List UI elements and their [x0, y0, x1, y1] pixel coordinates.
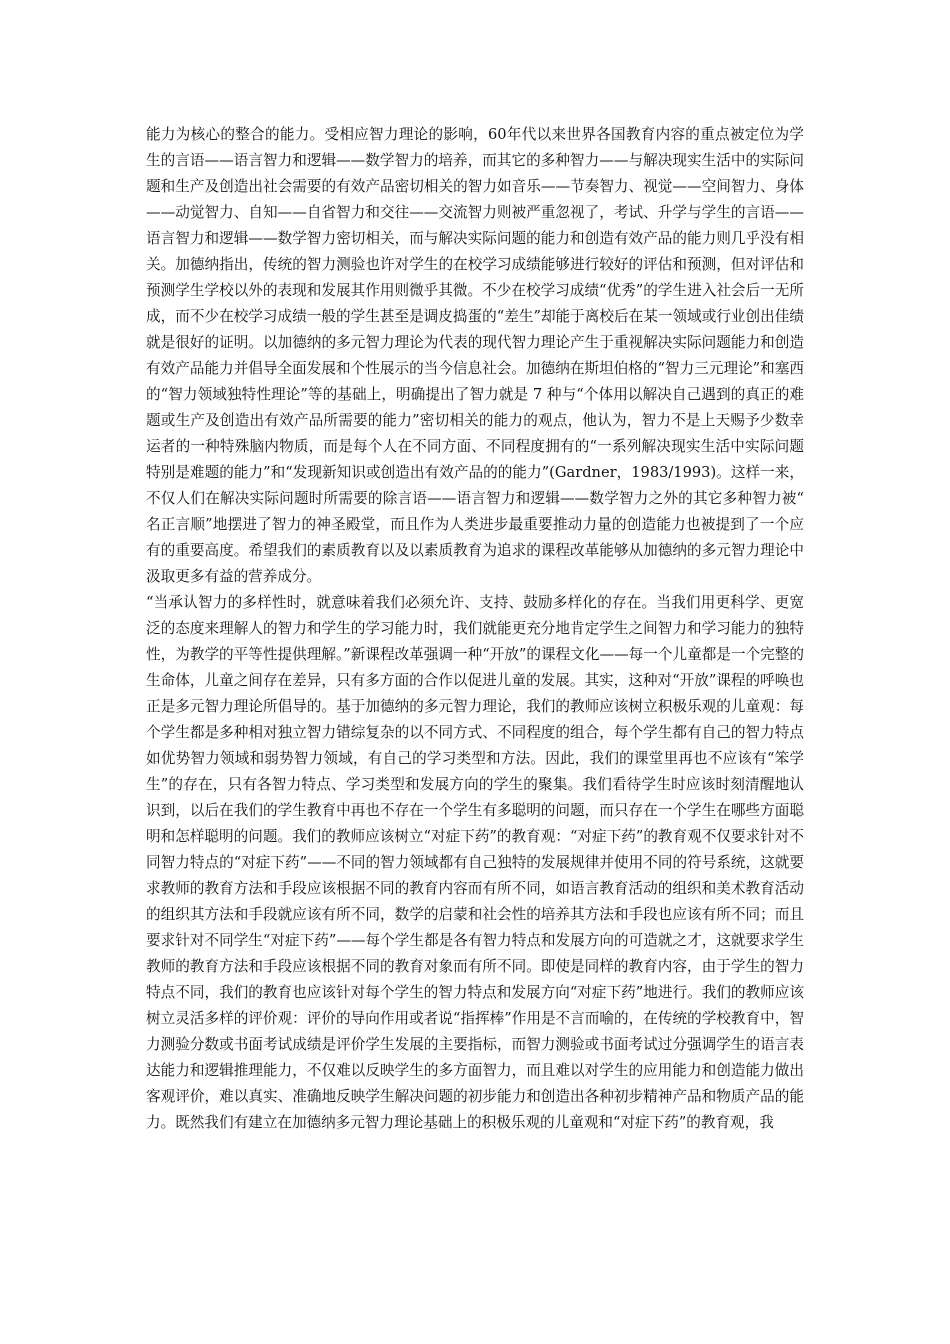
document-page: [146, 122, 804, 1136]
body-paragraph-1: 能力为核心的整合的能力。受相应智力理论的影响，60年代以来世界各国教育内容的重点被定位为学生的言语——语言智力和逻辑——数学智力的培养，而其它的多种智力——与解决现实生活中的实际问题和生产及创造出社会需要的有效产品密切相关的智力如音乐——节奏智力、视觉——空间智力、身体——动觉智力、自知——自省智力和交往——交流智力则被严重忽视了，考试、升学与学生的言语——语言智力和逻辑——数学智力密切相关，而与解决实际问题的能力和创造有效产品的能力则几乎没有相关。加德纳指出，传统的智力测验也许对学生的在校学习成绩能够进行较好的评估和预测，但对评估和预测学生学校以外的表现和发展其作用则微乎其微。不少在校学习成绩“优秀”的学生进入社会后一无所成，而不少在校学习成绩一般的学生甚至是调皮捣蛋的“差生”却能于离校后在某一领域或行业创出佳绩就是很好的证明。以加德纳的多元智力理论为代表的现代智力理论产生于重视解决实际问题能力和创造有效产品能力并倡导全面发展和个性展示的当今信息社会。加德纳在斯坦伯格的“智力三元理论”和塞西的“智力领域独特性理论”等的基础上，明确提出了智力就是 7 种与“个体用以解决自己遇到的真正的难题或生产及创造出有效产品所需要的能力”密切相关的能力的观点，他认为，智力不是上天赐予少数幸运者的一种特殊脑内物质，而是每个人在不同方面、不同程度拥有的“一系列解决现实生活中实际问题特别是难题的能力”和“发现新知识或创造出有效产品的的能力”(Gardner，1983/1993)。这样一来，不仅人们在解决实际问题时所需要的除言语——语言智力和逻辑——数学智力之外的其它多种智力被“名正言顺”地摆进了智力的神圣殿堂，而且作为人类进步最重要推动力量的创造能力也被提到了一个应有的重要高度。希望我们的素质教育以及以素质教育为追求的课程改革能够从加德纳的多元智力理论中汲取更多有益的营养成分。: [146, 126, 804, 585]
body-paragraph-2: “当承认智力的多样性时，就意味着我们必须允许、支持、鼓励多样化的存在。当我们用更科学、更宽泛的态度来理解人的智力和学生的学习能力时，我们就能更充分地肯定学生之间智力和学习能力的独特性，为教学的平等性提供理解。”新课程改革强调一种“开放”的课程文化——每一个儿童都是一个完整的生命体，儿童之间存在差异，只有多方面的合作以促进儿童的发展。其实，这种对“开放”课程的呼唤也正是多元智力理论所倡导的。基于加德纳的多元智力理论，我们的教师应该树立积极乐观的儿童观：每个学生都是多种相对独立智力错综复杂的以不同方式、不同程度的组合，每个学生都有自己的智力特点如优势智力领域和弱势智力领域，有自己的学习类型和方法。因此，我们的课堂里再也不应该有“笨学生”的存在，只有各智力特点、学习类型和发展方向的学生的聚集。我们看待学生时应该时刻清醒地认识到，以后在我们的学生教育中再也不存在一个学生有多聪明的问题，而只存在一个学生在哪些方面聪明和怎样聪明的问题。我们的教师应该树立“对症下药”的教育观：“对症下药”的教育观不仅要求针对不同智力特点的“对症下药”——不同的智力领域都有自己独特的发展规律并使用不同的符号系统，这就要求教师的教育方法和手段应该根据不同的教育内容而有所不同，如语言教育活动的组织和美术教育活动的组织其方法和手段就应该有所不同，数学的启蒙和社会性的培养其方法和手段也应该有所不同；而且要求针对不同学生“对症下药”——每个学生都是各有智力特点和发展方向的可造就之才，这就要求学生教师的教育方法和手段应该根据不同的教育对象而有所不同。即使是同样的教育内容，由于学生的智力特点不同，我们的教育也应该针对每个学生的智力特点和发展方向“对症下药”地进行。我们的教师应该树立灵活多样的评价观：评价的导向作用或者说“指挥棒”作用是不言而喻的，在传统的学校教育中，智力测验分数或书面考试成绩是评价学生发展的主要指标，而智力测验或书面考试过分强调学生的语言表达能力和逻辑推理能力，不仅难以反映学生的多方面智力，而且难以对学生的应用能力和创造能力做出客观评价，难以真实、准确地反映学生解决问题的初步能力和创造出各种初步精神产品和物质产品的能力。既然我们有建立在加德纳多元智力理论基础上的积极乐观的儿童观和“对症下药”的教育观，我: [146, 594, 804, 1131]
